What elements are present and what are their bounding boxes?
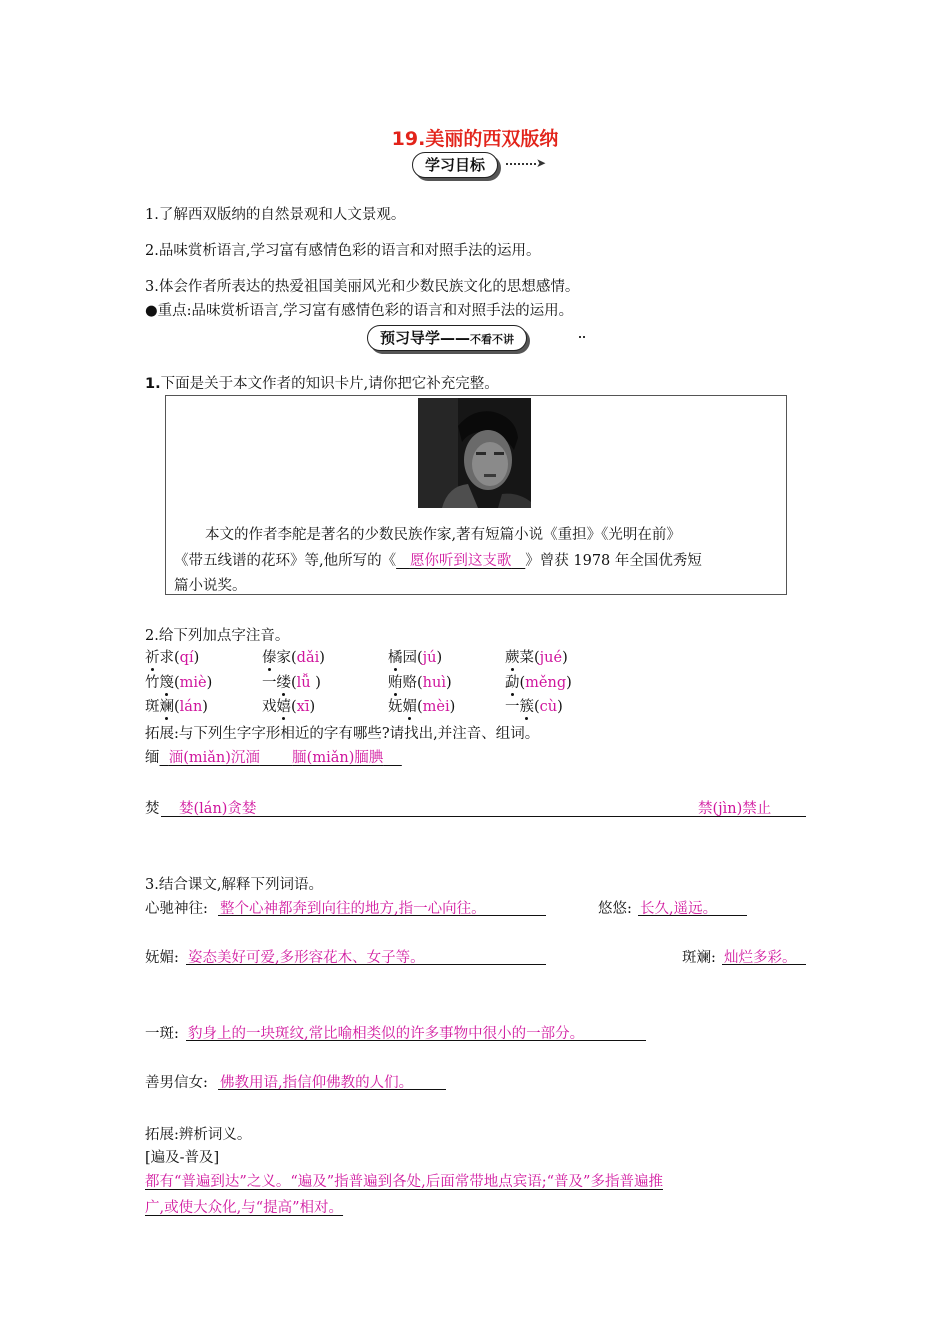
page-title: 19.美丽的西双版纳	[391, 128, 559, 150]
author-photo	[418, 398, 531, 508]
dotted-character: 橘	[388, 646, 403, 667]
pinyin-item: 橘园(jú)	[388, 646, 442, 667]
pinyin-answer: jué	[539, 650, 563, 666]
card-line: 本文的作者李舵是著名的少数民族作家,著有短篇小说《重担》《光明在前》	[205, 527, 681, 543]
shannan-answer: 佛教用语,指信仰佛教的人们。	[220, 1075, 414, 1091]
youyou-label: 悠悠:	[598, 901, 632, 917]
dotted-character: 簇	[520, 695, 535, 716]
preview-banner	[367, 323, 589, 353]
q3-extension: 拓展:辨析词义。	[145, 1127, 252, 1143]
pinyin-answer: mèi	[422, 699, 450, 715]
pinyin-item: 妩媚(mèi)	[388, 695, 455, 716]
mian-row: 缅 湎(miǎn)沉湎 腼(miǎn)腼腆	[145, 750, 384, 766]
banlan-answer: 灿烂多彩。	[724, 950, 797, 966]
pinyin-item: 勐(měng)	[505, 671, 572, 692]
pinyin-item: 蕨菜(jué)	[505, 646, 568, 667]
yiban-answer: 豹身上的一块斑纹,常比喻相类似的许多事物中很小的一部分。	[188, 1026, 585, 1042]
pinyin-answer: lán	[179, 699, 203, 715]
pinyin-answer: huì	[422, 675, 446, 691]
goals-banner-label: 学习目标	[412, 152, 498, 178]
pinyin-answer: lǚ	[296, 675, 311, 691]
dotted-trail	[506, 163, 536, 165]
goal-item: 2.品味赏析语言,学习富有感情色彩的语言和对照手法的运用。	[145, 243, 541, 259]
dotted-character: 贿	[388, 671, 403, 692]
fen-answer: 婪(lán)贪婪	[179, 801, 257, 817]
goal-item: 1.了解西双版纳的自然景观和人文景观。	[145, 207, 406, 223]
fen-answer: 禁(jìn)禁止	[698, 801, 772, 817]
xinchi-label: 心驰神往:	[145, 901, 208, 917]
dotted-character: 斓	[160, 695, 175, 716]
dotted-character: 篾	[160, 671, 175, 692]
dotted-character: 傣	[262, 646, 277, 667]
q3-heading: 3.结合课文,解释下列词语。	[145, 877, 323, 893]
dotted-character: 祈	[145, 646, 160, 667]
arrow-icon: ➤	[536, 156, 547, 170]
card-line: 《带五线谱的花环》等,他所写的《 愿你听到这支歌 》曾获 1978 年全国优秀短	[174, 553, 702, 569]
wumei-answer: 姿态美好可爱,多形容花木、女子等。	[188, 950, 425, 966]
pinyin-item: 斑斓(lán)	[145, 695, 208, 716]
xinchi-answer: 整个心神都奔到向往的地方,指一心向往。	[220, 901, 486, 917]
fen-label: 焚	[145, 801, 160, 817]
pinyin-item: 一簇(cù)	[505, 695, 563, 716]
preview-banner-label: 预习导学——不看不讲	[367, 325, 527, 351]
youyou-answer: 长久,遥远。	[640, 901, 718, 917]
pair-answer-line: 都有“普遍到达”之义。“遍及”指普遍到各处,后面常带地点宾语;“普及”多指普遍推	[145, 1174, 663, 1190]
dotted-trail	[579, 336, 585, 338]
shannan-label: 善男信女:	[145, 1075, 208, 1091]
dotted-character: 蕨	[505, 646, 520, 667]
yiban-label: 一斑:	[145, 1026, 179, 1042]
pair-answer-line: 广,或使大众化,与“提高”相对。	[145, 1200, 344, 1216]
wumei-label: 妩媚:	[145, 950, 179, 966]
goals-banner	[412, 150, 547, 180]
pinyin-answer: qí	[179, 650, 194, 666]
pinyin-answer: cù	[539, 699, 558, 715]
pinyin-answer: dǎi	[296, 650, 320, 666]
focus-text: ●重点:品味赏析语言,学习富有感情色彩的语言和对照手法的运用。	[145, 303, 574, 319]
pinyin-item: 贿赂(huì)	[388, 671, 452, 692]
card-answer: 愿你听到这支歌	[409, 553, 512, 569]
dotted-character: 缕	[277, 671, 292, 692]
q1-prompt: 1.下面是关于本文作者的知识卡片,请你把它补充完整。	[145, 376, 499, 392]
word-pair: [遍及-普及]	[145, 1150, 220, 1166]
pinyin-item: 戏嬉(xī)	[262, 695, 315, 716]
pinyin-item: 祈求(qí)	[145, 646, 199, 667]
dotted-character: 嬉	[277, 695, 292, 716]
pinyin-item: 一缕(lǚ )	[262, 671, 321, 692]
dotted-character: 媚	[403, 695, 418, 716]
pinyin-answer: měng	[525, 675, 567, 691]
pinyin-item: 竹篾(miè)	[145, 671, 212, 692]
card-line: 篇小说奖。	[174, 578, 247, 594]
q2-heading: 2.给下列加点字注音。	[145, 628, 290, 644]
pinyin-answer: jú	[422, 650, 437, 666]
pinyin-answer: xī	[296, 699, 310, 715]
pinyin-item: 傣家(dǎi)	[262, 646, 325, 667]
pinyin-answer: miè	[179, 675, 207, 691]
q2-extension: 拓展:与下列生字字形相近的字有哪些?请找出,并注音、组词。	[145, 726, 540, 742]
banlan-label: 斑斓:	[682, 950, 716, 966]
dotted-character: 勐	[505, 671, 520, 692]
goal-item: 3.体会作者所表达的热爱祖国美丽风光和少数民族文化的思想感情。	[145, 279, 580, 295]
